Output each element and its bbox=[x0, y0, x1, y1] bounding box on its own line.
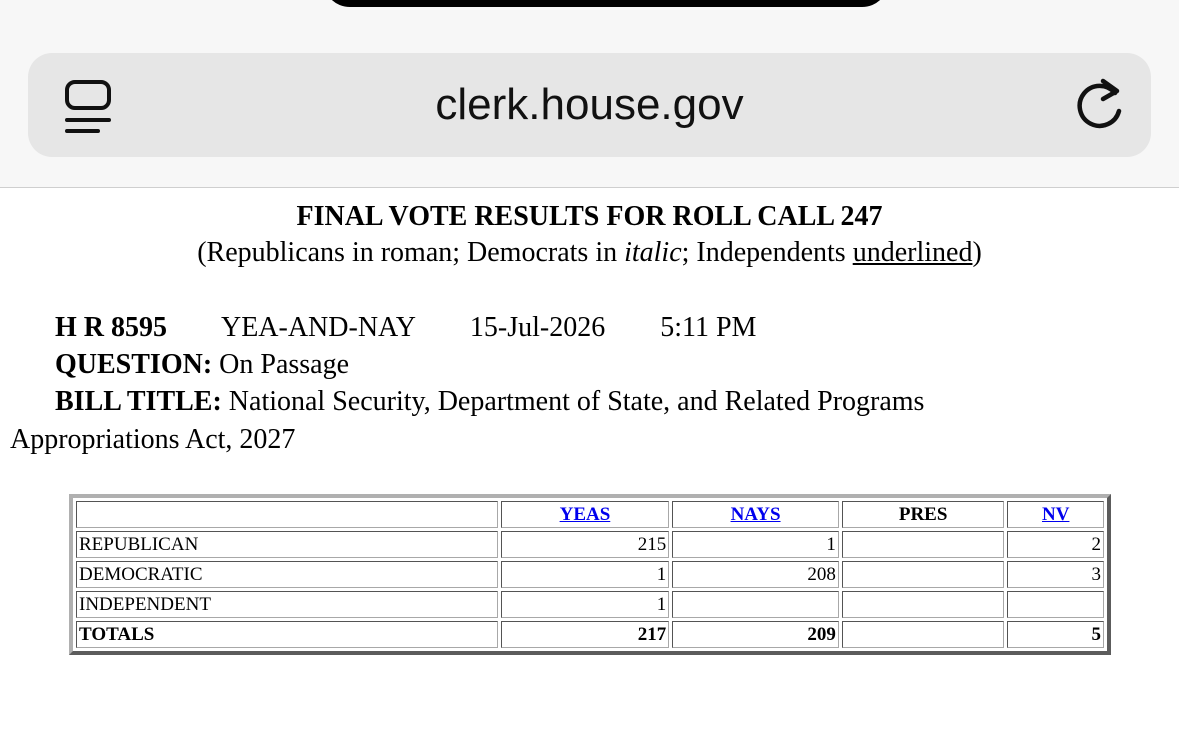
header-nv bbox=[1007, 501, 1104, 528]
nv-cell: 2 bbox=[1007, 531, 1104, 558]
vote-time: 5:11 PM bbox=[660, 312, 757, 343]
table-row bbox=[76, 531, 1104, 558]
url-text[interactable]: clerk.house.gov bbox=[435, 80, 744, 129]
vote-totals-table bbox=[69, 494, 1111, 655]
bill-title-line bbox=[55, 385, 924, 419]
nv-cell: 5 bbox=[1007, 621, 1104, 648]
totals-row bbox=[76, 621, 1104, 648]
subtitle-suffix: ) bbox=[972, 237, 982, 268]
subtitle-italic-word: italic bbox=[624, 237, 682, 268]
vote-date: 15-Jul-2026 bbox=[469, 312, 606, 343]
reload-icon[interactable] bbox=[1071, 75, 1127, 135]
vote-type: YEA-AND-NAY bbox=[220, 312, 415, 343]
nays-cell: 1 bbox=[672, 531, 839, 558]
device-notch bbox=[323, 0, 889, 7]
question-label: QUESTION: bbox=[55, 349, 213, 380]
nays-cell: 209 bbox=[672, 621, 839, 648]
header-pres: PRES bbox=[842, 501, 1005, 528]
yeas-cell: 215 bbox=[501, 531, 670, 558]
header-nays bbox=[672, 501, 839, 528]
nv-cell bbox=[1007, 591, 1104, 618]
party-cell: INDEPENDENT bbox=[76, 591, 498, 618]
nv-link[interactable]: NV bbox=[1041, 504, 1070, 525]
browser-chrome bbox=[0, 0, 1179, 188]
subtitle-middle: ; Independents bbox=[681, 237, 853, 268]
bill-title-continuation: Appropriations Act, 2027 bbox=[10, 424, 296, 455]
table-row bbox=[76, 591, 1104, 618]
yeas-cell: 1 bbox=[501, 591, 670, 618]
pres-cell bbox=[842, 531, 1005, 558]
yeas-cell: 217 bbox=[501, 621, 670, 648]
yeas-cell: 1 bbox=[501, 561, 670, 588]
question-value: On Passage bbox=[219, 349, 350, 380]
page-title: FINAL VOTE RESULTS FOR ROLL CALL 247 bbox=[296, 201, 883, 232]
party-cell: DEMOCRATIC bbox=[76, 561, 498, 588]
table-header-row bbox=[76, 501, 1104, 528]
pres-cell bbox=[842, 561, 1005, 588]
header-party bbox=[76, 501, 498, 528]
address-bar[interactable] bbox=[28, 53, 1151, 157]
pres-cell bbox=[842, 591, 1005, 618]
subtitle-underlined-word: underlined bbox=[852, 237, 973, 268]
nays-cell: 208 bbox=[672, 561, 839, 588]
subtitle-prefix: (Republicans in roman; Democrats in bbox=[197, 237, 625, 268]
vote-info-line bbox=[55, 311, 756, 345]
table-row bbox=[76, 561, 1104, 588]
nv-cell: 3 bbox=[1007, 561, 1104, 588]
bill-title-text: National Security, Department of State, and Related Programs bbox=[228, 386, 925, 417]
bill-number: H R 8595 bbox=[55, 312, 167, 343]
page-subtitle bbox=[0, 236, 1179, 270]
header-yeas bbox=[501, 501, 670, 528]
question-line bbox=[55, 348, 349, 382]
nays-cell bbox=[672, 591, 839, 618]
nays-link[interactable]: NAYS bbox=[730, 504, 781, 525]
party-cell: TOTALS bbox=[76, 621, 498, 648]
party-cell: REPUBLICAN bbox=[76, 531, 498, 558]
pres-cell bbox=[842, 621, 1005, 648]
bill-title-label: BILL TITLE: bbox=[55, 386, 222, 417]
yeas-link[interactable]: YEAS bbox=[559, 504, 611, 525]
